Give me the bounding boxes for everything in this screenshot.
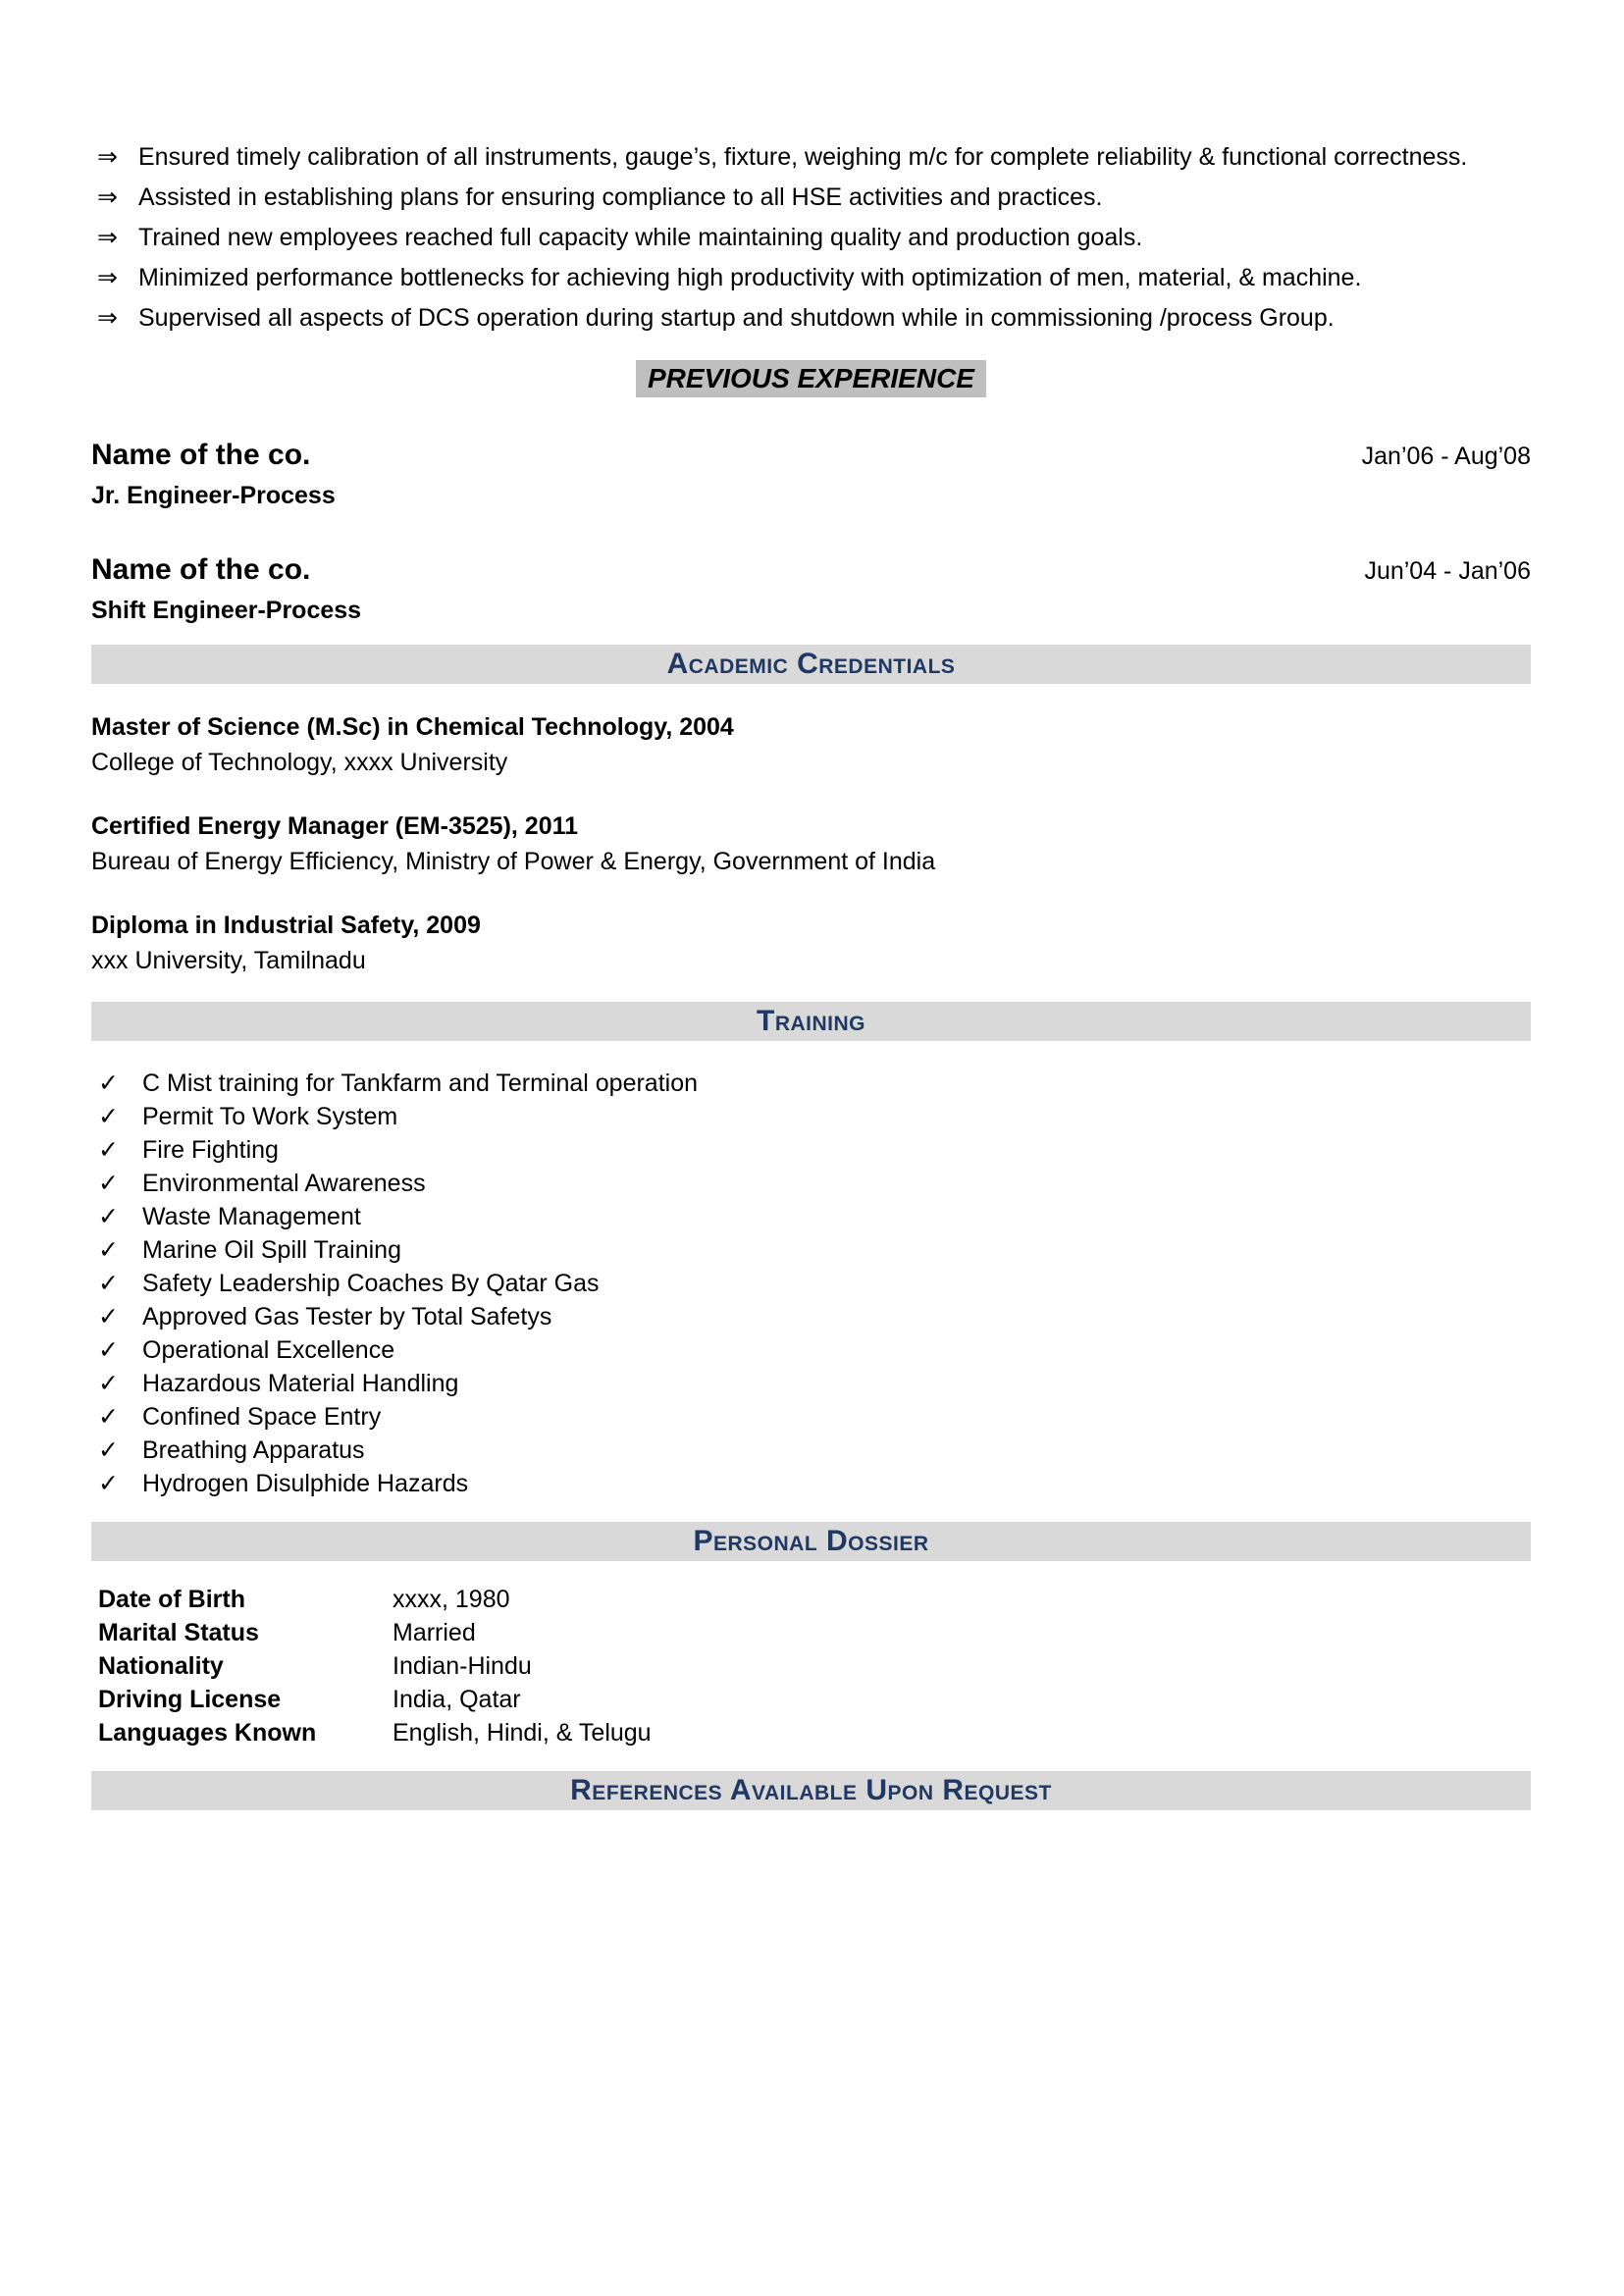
credential-title: Certified Energy Manager (EM-3525), 2011 — [91, 812, 579, 840]
credential-entry — [91, 908, 1531, 978]
credential-institution: xxx University, Tamilnadu — [91, 947, 366, 974]
check-icon: ✓ — [98, 1170, 119, 1197]
training-text: Safety Leadership Coaches By Qatar Gas — [142, 1270, 600, 1297]
company-name: Name of the co. — [91, 553, 311, 586]
achievement-text: Assisted in establishing plans for ensuring compliance to all HSE activities and practices. — [138, 183, 1103, 211]
training-item — [91, 1367, 1531, 1400]
experience-entry — [91, 553, 1531, 625]
achievement-item — [91, 137, 1531, 178]
credential-institution: College of Technology, xxxx University — [91, 749, 508, 776]
check-icon: ✓ — [98, 1436, 119, 1464]
section-header-training — [91, 1002, 1531, 1041]
double-arrow-icon: ⇒ — [97, 304, 118, 332]
training-text: Hydrogen Disulphide Hazards — [142, 1470, 469, 1497]
training-item — [91, 1333, 1531, 1367]
training-text: Environmental Awareness — [142, 1170, 426, 1197]
training-text: Hazardous Material Handling — [142, 1370, 459, 1397]
training-item — [91, 1200, 1531, 1233]
achievement-item — [91, 178, 1531, 218]
section-header-references — [91, 1771, 1531, 1810]
dossier-label: Nationality — [98, 1652, 224, 1680]
training-item — [91, 1167, 1531, 1200]
training-item — [91, 1300, 1531, 1333]
dossier-label: Marital Status — [98, 1619, 259, 1646]
employment-dates: Jun’04 - Jan’06 — [1364, 557, 1531, 585]
job-title: Jr. Engineer-Process — [91, 482, 336, 509]
previous-experience-header: PREVIOUS EXPERIENCE — [636, 360, 986, 397]
achievements-list — [91, 137, 1531, 339]
training-text: Permit To Work System — [142, 1103, 398, 1130]
credential-institution: Bureau of Energy Efficiency, Ministry of Power & Energy, Government of India — [91, 848, 936, 875]
dossier-value: India, Qatar — [393, 1686, 521, 1713]
dossier-row — [91, 1649, 1531, 1683]
company-name: Name of the co. — [91, 439, 311, 471]
dossier-row — [91, 1583, 1531, 1616]
training-text: Confined Space Entry — [142, 1403, 382, 1431]
training-item — [91, 1267, 1531, 1300]
check-icon: ✓ — [98, 1470, 119, 1497]
achievement-text: Trained new employees reached full capacity while maintaining quality and production goals. — [138, 224, 1143, 251]
dossier-value: Indian-Hindu — [393, 1652, 532, 1680]
section-header-label: Training — [757, 1005, 865, 1037]
training-text: Operational Excellence — [142, 1336, 395, 1364]
achievement-item — [91, 218, 1531, 258]
achievement-item — [91, 258, 1531, 298]
double-arrow-icon: ⇒ — [97, 264, 118, 291]
check-icon: ✓ — [98, 1403, 119, 1431]
check-icon: ✓ — [98, 1203, 119, 1230]
dossier-label: Languages Known — [98, 1719, 317, 1747]
training-item — [91, 1233, 1531, 1267]
check-icon: ✓ — [98, 1303, 119, 1331]
personal-dossier-table — [91, 1583, 1531, 1749]
dossier-value: Married — [393, 1619, 476, 1646]
training-text: Waste Management — [142, 1203, 361, 1230]
employment-dates: Jan’06 - Aug’08 — [1361, 443, 1531, 470]
credential-entry — [91, 709, 1531, 780]
dossier-value: xxxx, 1980 — [393, 1586, 510, 1613]
section-header-label: References Available Upon Request — [570, 1774, 1052, 1806]
dossier-row — [91, 1683, 1531, 1716]
achievement-item — [91, 298, 1531, 339]
section-header-academic-credentials — [91, 645, 1531, 684]
check-icon: ✓ — [98, 1070, 119, 1097]
previous-experience-header-row — [91, 360, 1531, 397]
experience-entry-head — [91, 439, 1531, 473]
achievement-text: Supervised all aspects of DCS operation during startup and shutdown while in commissioning /process Group. — [138, 304, 1335, 332]
achievement-text: Minimized performance bottlenecks for achieving high productivity with optimization of men, material, & machine. — [138, 264, 1362, 291]
check-icon: ✓ — [98, 1270, 119, 1297]
experience-entry — [91, 439, 1531, 510]
training-text: Fire Fighting — [142, 1136, 279, 1164]
training-item — [91, 1400, 1531, 1434]
double-arrow-icon: ⇒ — [97, 183, 118, 211]
dossier-row — [91, 1616, 1531, 1649]
double-arrow-icon: ⇒ — [97, 224, 118, 251]
training-item — [91, 1434, 1531, 1467]
check-icon: ✓ — [98, 1336, 119, 1364]
training-item — [91, 1467, 1531, 1500]
training-text: Marine Oil Spill Training — [142, 1236, 401, 1264]
dossier-label: Driving License — [98, 1686, 282, 1713]
section-header-label: Personal Dossier — [693, 1525, 929, 1557]
check-icon: ✓ — [98, 1136, 119, 1164]
training-item — [91, 1100, 1531, 1133]
training-item — [91, 1067, 1531, 1100]
training-item — [91, 1133, 1531, 1167]
check-icon: ✓ — [98, 1236, 119, 1264]
credential-entry — [91, 809, 1531, 879]
check-icon: ✓ — [98, 1103, 119, 1130]
section-header-personal-dossier — [91, 1522, 1531, 1561]
credential-title: Master of Science (M.Sc) in Chemical Technology, 2004 — [91, 713, 734, 741]
achievement-text: Ensured timely calibration of all instruments, gauge’s, fixture, weighing m/c for complete reliability & functional correctness. — [138, 143, 1468, 171]
training-text: C Mist training for Tankfarm and Terminal operation — [142, 1070, 699, 1097]
dossier-row — [91, 1716, 1531, 1749]
training-text: Approved Gas Tester by Total Safetys — [142, 1303, 552, 1331]
check-icon: ✓ — [98, 1370, 119, 1397]
section-header-label: Academic Credentials — [666, 648, 956, 680]
double-arrow-icon: ⇒ — [97, 143, 118, 171]
training-list — [91, 1067, 1531, 1500]
dossier-value: English, Hindi, & Telugu — [393, 1719, 652, 1747]
job-title: Shift Engineer-Process — [91, 597, 362, 624]
credential-title: Diploma in Industrial Safety, 2009 — [91, 912, 481, 939]
training-text: Breathing Apparatus — [142, 1436, 365, 1464]
dossier-label: Date of Birth — [98, 1586, 245, 1613]
experience-entry-head — [91, 553, 1531, 588]
